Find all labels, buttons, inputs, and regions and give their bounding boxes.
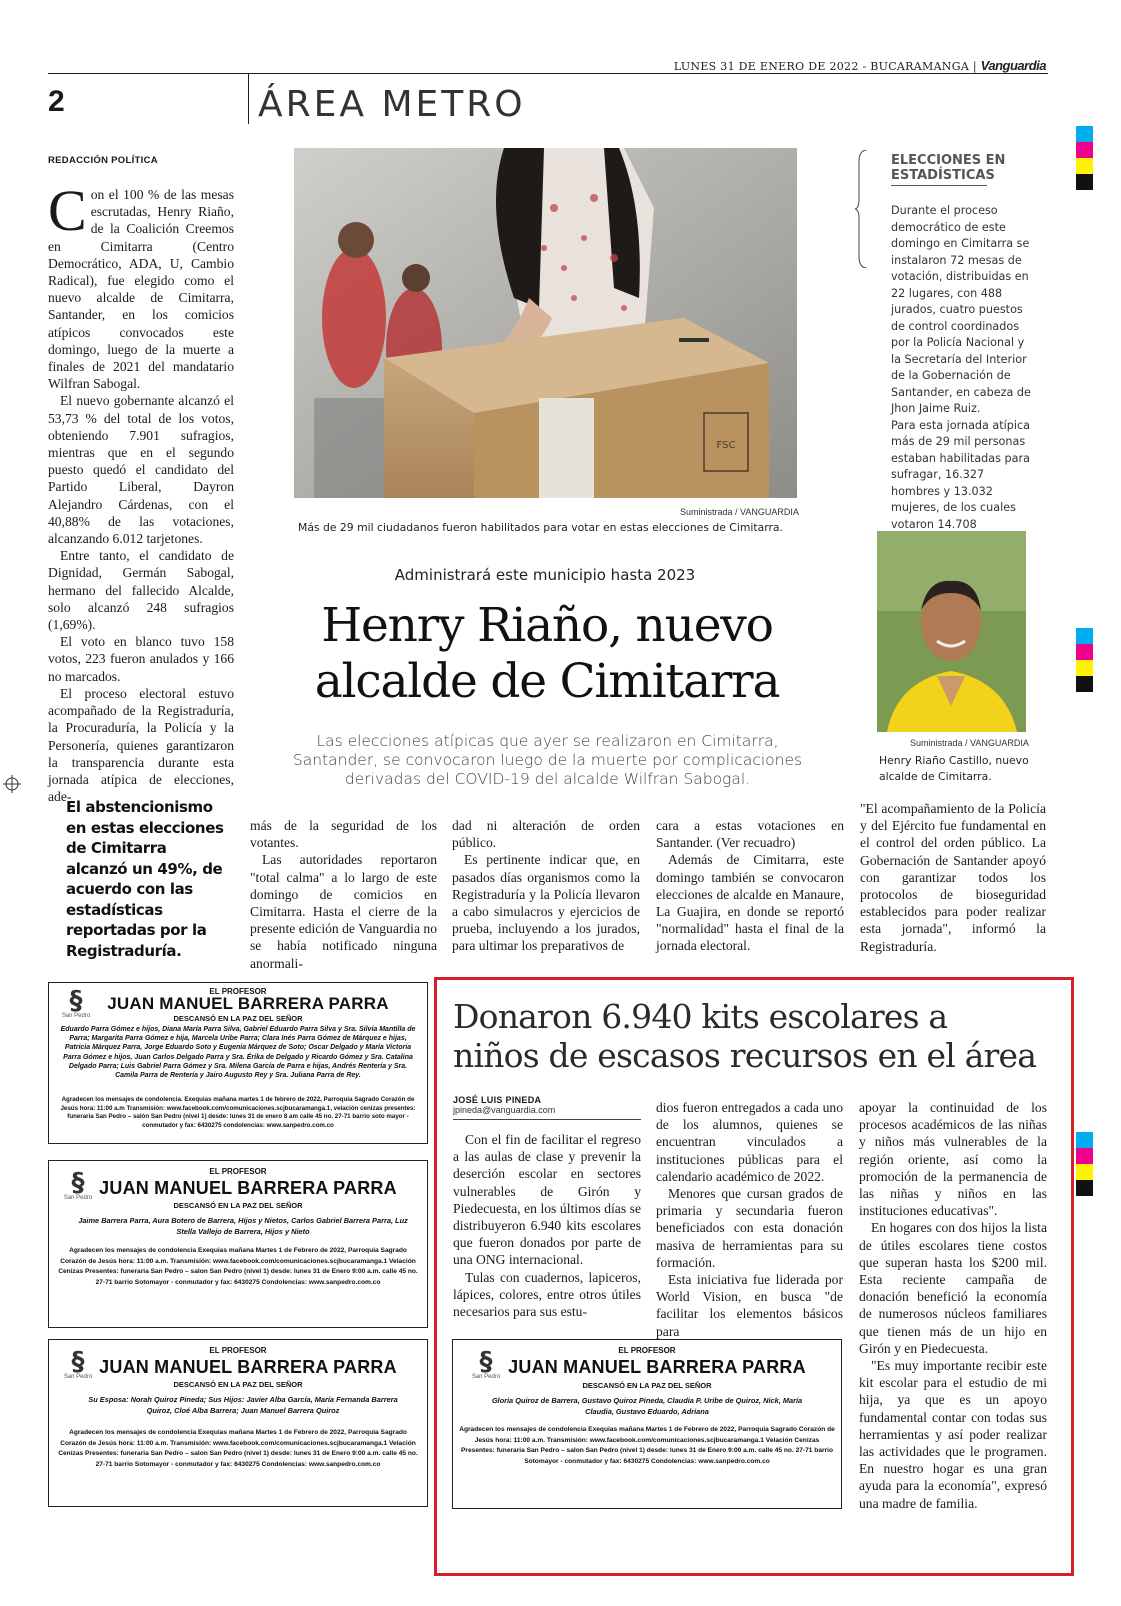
black-swatch bbox=[1076, 174, 1093, 190]
black-swatch bbox=[1076, 676, 1093, 692]
yellow-swatch bbox=[1076, 660, 1093, 676]
paragraph: cara a estas votaciones en Santander. (Ver recuadro) bbox=[656, 818, 844, 851]
story2-column-1 bbox=[453, 1131, 641, 1320]
obituary-ad bbox=[48, 1160, 428, 1328]
dropcap: C bbox=[48, 178, 87, 243]
obituary-title: EL PROFESOR bbox=[618, 1346, 676, 1355]
sidebar-body bbox=[891, 203, 1033, 550]
date-line bbox=[674, 58, 1046, 73]
obituary-desc: DESCANSÓ EN LA PAZ DEL SEÑOR bbox=[582, 1381, 712, 1390]
paragraph: más de la seguridad de los votantes. bbox=[250, 818, 437, 851]
paragraph: Entre tanto, el candidato de Dignidad, Germán Sabogal, hermano del fallecido Alcalde, solo alcanzó 248 sufragios (1,69%). bbox=[48, 548, 234, 633]
cyan-swatch bbox=[1076, 628, 1093, 644]
photo-credit: Suministrada / VANGUARDIA bbox=[680, 507, 799, 517]
black-swatch bbox=[1076, 1180, 1093, 1196]
section-title: ÁREA METRO bbox=[258, 84, 526, 125]
portrait-credit: Suministrada / VANGUARDIA bbox=[910, 738, 1029, 748]
pull-quote: El abstencionismo en estas elecciones de Cimitarra alcanzó un 49%, de acuerdo con las estadísticas reportadas por la Registraduría. bbox=[66, 798, 224, 960]
paragraph: dios fueron entregados a cada uno de los alumnos, quienes se encuentran vinculados a instituciones públicas para el calendario académico de 2022. bbox=[656, 1100, 843, 1184]
kicker: Administrará este municipio hasta 2023 bbox=[394, 566, 696, 584]
story2-headline-line-2: niños de escasos recursos en el área bbox=[453, 1036, 1037, 1075]
obituary-desc: DESCANSÓ EN LA PAZ DEL SEÑOR bbox=[173, 1014, 303, 1023]
sidebar-paragraph: Para esta jornada atípica más de 29 mil personas estaban habilitadas para sufragar, 16.327 hombres y 13.032 mujeres, de los cuales votaron 14.708 bbox=[891, 418, 1031, 531]
brace-icon bbox=[855, 150, 871, 268]
obituary-name: JUAN MANUEL BARRERA PARRA bbox=[508, 1357, 806, 1377]
main-story-column-5 bbox=[860, 800, 1046, 955]
color-registration-marks-2 bbox=[1076, 628, 1093, 692]
obituary-details: Agradecen los mensajes de condolencia. Exequias mañana martes 1 de febrero de 2022, Parroquia Sagrado Corazón de Jesús hora: 11:00 a.m Transmisión: www.facebook.com/comunicaciones.scjbucaramanga.1, velación cenizas presentes: funeraria San Pedro – salón San Pedro (nivel 1) desde: lunes 31 de enero 8 am calle 45 no. 27-71 barrio soto mayor - conmutador y fax: 6430275 condolencias: www.sanpedro.com.co bbox=[60, 1096, 416, 1129]
story2-column-2 bbox=[656, 1099, 843, 1340]
story2-author: JOSÉ LUIS PINEDA bbox=[453, 1095, 542, 1105]
main-story-column-2 bbox=[250, 817, 437, 972]
san-pedro-logo: § San Pedro bbox=[61, 986, 91, 1019]
byline-rule bbox=[453, 1119, 641, 1120]
portrait-photo bbox=[877, 531, 1026, 732]
san-pedro-logo: § San Pedro bbox=[63, 1347, 93, 1380]
obituary-name: JUAN MANUEL BARRERA PARRA bbox=[107, 994, 389, 1013]
paragraph: on el 100 % de las mesas escrutadas, Henry Riaño, de la Coalición Creemos en Cimitarra (Centro Democrático, ADA, U, Cambio Radical), fue elegido como el nuevo alcalde de Cimitarra, Santander, en los comicios atípicos convocados este domingo, luego de la muerte a finales de 2021 del mandatario Wilfran Sabogal. bbox=[48, 187, 234, 392]
main-photo bbox=[294, 148, 797, 498]
san-pedro-logo: § San Pedro bbox=[471, 1347, 501, 1380]
headline-line-2: alcalde de Cimitarra bbox=[314, 654, 780, 709]
story2-byline bbox=[453, 1095, 555, 1115]
obituary-title: EL PROFESOR bbox=[209, 1346, 267, 1355]
magenta-swatch bbox=[1076, 644, 1093, 660]
san-pedro-logo: § San Pedro bbox=[63, 1168, 93, 1201]
paragraph: En hogares con dos hijos la lista de útiles escolares tiene costos que superan hasta los $200 mil. Esta reciente campaña de donación benefició la economía de numerosos núcleos familiares que tienen más de un hijo en Girón y en Piedecuesta. bbox=[859, 1220, 1047, 1356]
yellow-swatch bbox=[1076, 1164, 1093, 1180]
obituary-details: Agradecen los mensajes de condolencia Exequias mañana Martes 1 de Febrero de 2022, Parroquia Sagrado Corazón de Jesús hora: 11:00 a.m. Transmisión: www.facebook.com/comunicaciones.scjbucaramanga.1 Velación Cenizas Presentes: funeraria San Pedro – salon San Pedro (nivel 1) desde: lunes 31 de Enero 9:00 a.m. calle 45 no. 27-71 barrio Sotomayor - conmutador y fax: 6430275 Condolencias: www.sanpedro.com.co bbox=[58, 1429, 418, 1468]
paragraph: El nuevo gobernante alcanzó el 53,73 % del total de los votos, obteniendo 7.901 sufragios, mientras que en el segundo puesto quedó el candidato del Partido Liberal, Dayron Alejandro Cárdenas, con el 40,88% de las votaciones, alcanzando 6.012 tarjetones. bbox=[48, 393, 234, 547]
paragraph: "Es muy importante recibir este kit escolar para el estudio de mi hija, ya que es un apoyo fundamental contar con todas sus herramientas y así poder realizar las actividades que le programen. En nuestro hogar es una gran ayuda para la economía", expresó una madre de familia. bbox=[859, 1358, 1047, 1511]
obituary-desc: DESCANSÓ EN LA PAZ DEL SEÑOR bbox=[173, 1380, 303, 1389]
byline: REDACCIÓN POLÍTICA bbox=[48, 155, 158, 166]
story2-column-3 bbox=[859, 1099, 1047, 1512]
sidebar-paragraph: Durante el proceso democrático de este domingo en Cimitarra se instalaron 72 mesas de votación, distribuidas en 22 lugares, con 488 jurados, cuatro puestos de control coordinados por la Policía Nacional y la Secretaría del Interior de la Gobernación de Santander, en cabeza de Jhon Jaime Ruiz. bbox=[891, 204, 1031, 415]
paragraph: Con el fin de facilitar el regreso a las aulas de clase y prevenir la deserción escolar en sectores vulnerables de Girón y Piedecuesta, en los últimos días se distribuyeron 6.940 kits escolares que fueron donados por parte de una ONG internacional. bbox=[453, 1132, 641, 1268]
color-registration-marks bbox=[1076, 126, 1093, 190]
deck: Las elecciones atípicas que ayer se realizaron en Cimitarra, Santander, se convocaron luego de la muerte por complicaciones derivadas del COVID-19 del alcalde Wilfran Sabogal. bbox=[292, 732, 803, 788]
sidebar-rule bbox=[891, 185, 987, 186]
sidebar-title-line-1: ELECCIONES EN bbox=[891, 153, 1006, 168]
photo-caption: Más de 29 mil ciudadanos fueron habilitados para votar en estas elecciones de Cimitarra. bbox=[298, 521, 783, 534]
main-story-column-3 bbox=[452, 817, 640, 955]
headline-line-1: Henry Riaño, nuevo bbox=[321, 598, 773, 653]
paragraph: Además de Cimitarra, este domingo también se convocaron elecciones de alcalde en Manaure, La Guajira, en donde se reportó "normalidad" hasta el final de la jornada electoral. bbox=[656, 852, 844, 954]
cyan-swatch bbox=[1076, 1132, 1093, 1148]
obituary-family: Eduardo Parra Gómez e hijos, Diana María Parra Silva, Gabriel Eduardo Parra Silva y Sra. Silvia Mantilla de Parra; Margarita Parra Gómez e hija, Marcela Uribe Parra; Clara Inés Parra Gómez de Márquez e hijas, Patricia Márquez Parra, Jorge Eduardo Soto y Eugenia Márquez de Soto; Oscar Delgado y María Victoria Parra Gómez e hijos, Juan Carlos Delgado Parra y Sra. Érika de Delgado y Ricardo Gómez y Sra. Catalina Delgado Parra; Luis Gabriel Parra Gómez y Sra. Milena García de Parra e hijas, Andrés Rentería y Sra. Camila Parra de Rentería y Jairo Augusto Rey y Sra. Juliana Parra de Rey. bbox=[60, 1026, 416, 1080]
paragraph: Menores que cursan grados de primaria y secundaria fueron beneficiados con esta donación masiva de herramientas para su formación. bbox=[656, 1186, 843, 1270]
obituary-ad bbox=[48, 982, 428, 1144]
paragraph: "El acompañamiento de la Policía y del Ejército fue fundamental en el control del orden público. La Gobernación de Santander apoyó con garantizar todos los protocolos de bioseguridad establecidos para poder realizar esta jornada", informó la Registraduría. bbox=[860, 801, 1046, 954]
paragraph: dad ni alteración de orden público. bbox=[452, 818, 640, 851]
header-rule bbox=[48, 73, 1048, 74]
page-number: 2 bbox=[48, 85, 65, 118]
portrait-caption: Henry Riaño Castillo, nuevo alcalde de Cimitarra. bbox=[879, 754, 1029, 783]
story2-email: jpineda@vanguardia.com bbox=[453, 1105, 556, 1115]
obituary-name: JUAN MANUEL BARRERA PARRA bbox=[99, 1357, 397, 1377]
paragraph: El proceso electoral estuvo acompañado de la Registraduría, la Procuraduría, la Policía y la Personería, quienes garantizaron la transparencia durante esta jornada atípica de elecciones, ade- bbox=[48, 685, 234, 805]
date-text: LUNES 31 DE ENERO DE 2022 - BUCARAMANGA | bbox=[673, 60, 977, 73]
obituary-family: Gloria Quiroz de Barrera, Gustavo Quiroz Pineda, Claudia P. Uribe de Quiroz, Nick, María Claudia, Gustavo Eduardo, Adriana bbox=[491, 1396, 803, 1416]
obituary-title: EL PROFESOR bbox=[209, 1167, 267, 1176]
paragraph: apoyar la continuidad de los procesos académicos de las niñas y niños más vulnerables de la región oriente, así como la promoción de la permanencia de las niñas y niños en las instituciones educativas". bbox=[859, 1100, 1047, 1219]
paragraph: Las autoridades reportaron "total calma" a lo largo de este domingo de comicios en Cimitarra. Hasta el cierre de la presente edición de Vanguardia no se había notificado ninguna anormali- bbox=[250, 852, 437, 971]
obituary-ad bbox=[48, 1339, 428, 1507]
magenta-swatch bbox=[1076, 1148, 1093, 1164]
sidebar-title-line-2: ESTADÍSTICAS bbox=[891, 168, 995, 183]
svg-text:FSC: FSC bbox=[716, 440, 736, 451]
obituary-family: Jaime Barrera Parra, Aura Botero de Barrera, Hijos y Nietos, Carlos Gabriel Barrera Parra, Luz Stella Vallejo de Barrera, Hijos y Nieto bbox=[78, 1216, 408, 1236]
sidebar-title bbox=[891, 153, 1005, 183]
paragraph: El voto en blanco tuvo 158 votos, 223 fueron anulados y 166 no marcados. bbox=[48, 634, 234, 684]
cyan-swatch bbox=[1076, 126, 1093, 142]
story2-headline bbox=[453, 997, 1053, 1075]
obituary-details: Agradecen los mensajes de condolencia Exequias mañana Martes 1 de Febrero de 2022, Parroquia Sagrado Corazón de Jesús hora: 11:00 a.m. Transmisión: www.facebook.com/comunicaciones.scjbucaramanga.1 Velación Cenizas Presentes: funeraria San Pedro – salon San Pedro (nivel 1) desde: lunes 31 de Enero 9:00 a.m. calle 45 no. 27-71 barrio Sotomayor - conmutador y fax: 6430275 Condolencias: www.sanpedro.com.co bbox=[58, 1247, 418, 1286]
main-story-column-4 bbox=[656, 817, 844, 955]
obituary-family: Su Esposa: Norah Quiroz Pineda; Sus Hijos: Javier Alba García, María Fernanda Barrera Quiroz, Cloé Alba Barrera; Juan Manuel Barrera Quiroz bbox=[88, 1395, 398, 1415]
paragraph: Es pertinente indicar que, en pasados días organismos como la Registraduría y la Policía llevaron a cabo simulacros y ejercicios de prueba, incluyendo a los jurados, para ultimar los preparativos de bbox=[452, 852, 640, 954]
paragraph: Tulas con cuadernos, lapiceros, lápices, colores, entre otros útiles necesarios para sus estu- bbox=[453, 1269, 641, 1320]
obituary-desc: DESCANSÓ EN LA PAZ DEL SEÑOR bbox=[173, 1201, 303, 1210]
crosshair-icon bbox=[3, 775, 21, 793]
color-registration-marks-3 bbox=[1076, 1132, 1093, 1196]
magenta-swatch bbox=[1076, 142, 1093, 158]
main-story-column-1 bbox=[48, 178, 234, 805]
obituary-name: JUAN MANUEL BARRERA PARRA bbox=[99, 1178, 397, 1198]
brand-logo: Vanguardia bbox=[980, 58, 1046, 73]
obituary-details: Agradecen los mensajes de condolencia Exequias mañana Martes 1 de Febrero de 2022, Parroquia Sagrado Corazón de Jesús hora: 11:00 a.m. Transmisión: www.facebook.com/comunicaciones.scjbucaramanga.1 Velación Cenizas Presentes: funeraria San Pedro – salon San Pedro (nivel 1) desde: lunes 31 de Enero 9:00 a.m. calle 45 no. 27-71 barrio Sotomayor - conmutador y fax: 6430275 Condolencias: www.sanpedro.com.co bbox=[459, 1426, 835, 1465]
paragraph: Esta iniciativa fue liderada por World Vision, en busca "de facilitar los elementos básicos para bbox=[656, 1272, 843, 1339]
headline bbox=[262, 598, 832, 710]
obituary-title: EL PROFESOR bbox=[209, 987, 267, 996]
yellow-swatch bbox=[1076, 158, 1093, 174]
header-divider bbox=[248, 74, 249, 124]
obituary-ad bbox=[452, 1339, 842, 1509]
story2-headline-line-1: Donaron 6.940 kits escolares a bbox=[453, 997, 948, 1036]
